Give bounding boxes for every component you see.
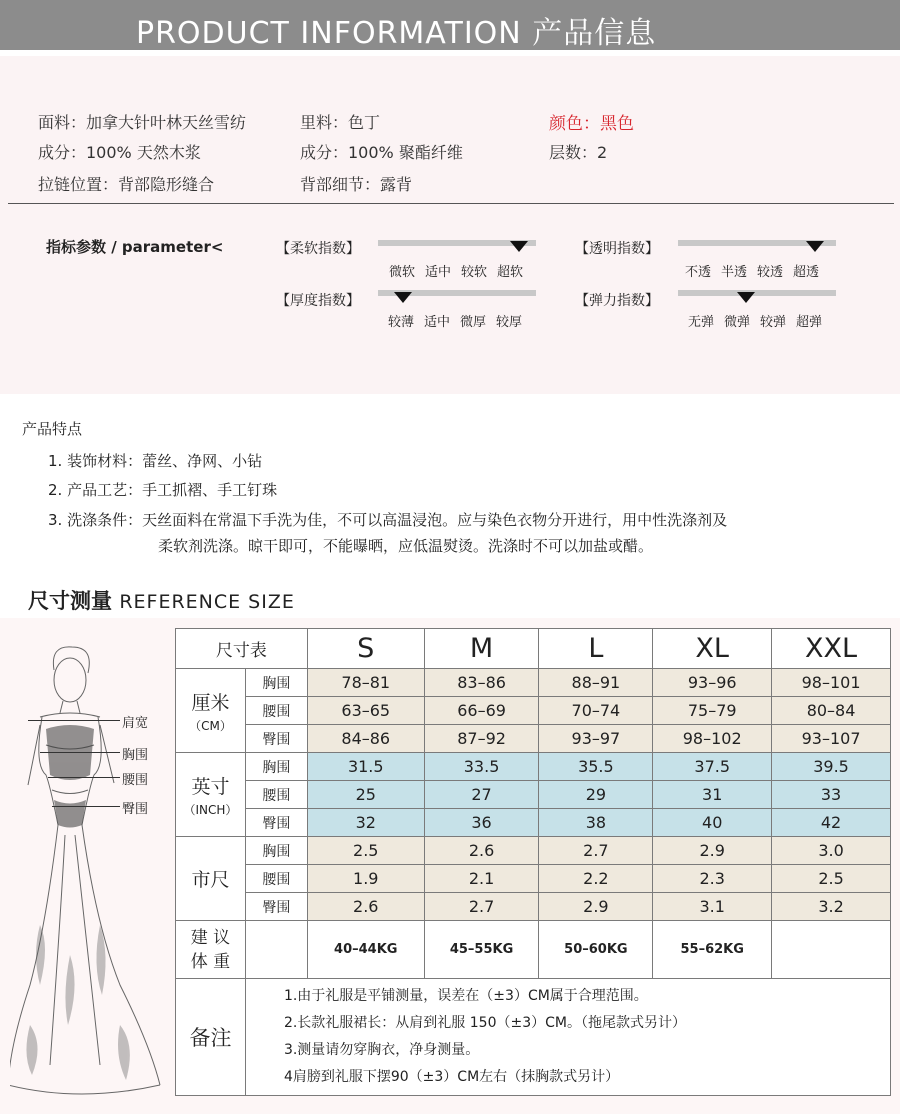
cell: 66–69 <box>424 697 539 725</box>
row-label: 胸围 <box>245 837 307 865</box>
back-detail-info: 背部细节：露背 <box>300 175 413 194</box>
cell: 38 <box>539 809 653 837</box>
cell: 31 <box>653 781 772 809</box>
hip-line <box>52 806 120 807</box>
table-row <box>176 725 891 753</box>
cell: 93–107 <box>772 725 891 753</box>
feature-item: 1. 装饰材料：蕾丝、净网、小钻 <box>48 452 263 470</box>
lining-composition-info: 成分：100% 聚酯纤维 <box>300 143 463 162</box>
shoulder-label: 肩宽 <box>122 716 149 731</box>
elasticity-ticks <box>688 311 832 330</box>
transparency-marker-icon <box>806 241 824 252</box>
zipper-info: 拉链位置：背部隐形缝合 <box>38 175 215 194</box>
cell: 3.0 <box>772 837 891 865</box>
hip-label: 臀围 <box>122 802 149 817</box>
cell: 35.5 <box>539 753 653 781</box>
row-label: 臀围 <box>245 725 307 753</box>
size-xxl: XXL <box>772 629 891 669</box>
cell: 3.2 <box>772 893 891 921</box>
cell: 2.2 <box>539 865 653 893</box>
elasticity-marker-icon <box>737 292 755 303</box>
note-line: 2.长款礼服裙长：从肩到礼服 150（±3）CM。（拖尾款式另计） <box>283 1015 686 1031</box>
cell: 40 <box>653 809 772 837</box>
transparency-tick: 半透 <box>721 265 748 280</box>
table-row <box>176 781 891 809</box>
softness-label: 【柔软指数】 <box>276 241 360 257</box>
cell: 36 <box>424 809 539 837</box>
thickness-tick: 微厚 <box>460 315 487 330</box>
dress-figure-illustration <box>10 625 170 1105</box>
thickness-marker-icon <box>394 292 412 303</box>
note-line: 3.测量请勿穿胸衣，净身测量。 <box>283 1042 480 1058</box>
elasticity-scale <box>678 290 836 296</box>
inch-label: 英寸 <box>191 775 230 798</box>
size-m: M <box>424 629 539 669</box>
features-title: 产品特点 <box>22 420 83 438</box>
cell: 27 <box>424 781 539 809</box>
size-title-cn: 尺寸测量 <box>28 589 112 613</box>
inch-sub-label: （INCH） <box>183 802 238 817</box>
table-header-label: 尺寸表 <box>176 629 308 669</box>
cell: 2.1 <box>424 865 539 893</box>
weight-cell: 55–62KG <box>653 921 772 979</box>
softness-tick: 微软 <box>389 265 416 280</box>
transparency-tick: 不透 <box>685 265 712 280</box>
lining-info: 里料：色丁 <box>300 113 381 132</box>
table-row <box>176 669 891 697</box>
transparency-ticks <box>685 261 829 280</box>
fabric-info: 面料：加拿大针叶林天丝雪纺 <box>38 113 247 132</box>
cell: 83–86 <box>424 669 539 697</box>
color-info: 颜色：黑色 <box>549 114 634 134</box>
feature-item-continued: 柔软剂洗涤。晾干即可，不能曝晒，应低温熨烫。洗涤时不可以加盐或醋。 <box>158 537 654 555</box>
cell: 93–96 <box>653 669 772 697</box>
cell: 33 <box>772 781 891 809</box>
shichi-group-label: 市尺 <box>176 837 246 921</box>
elasticity-tick: 超弹 <box>796 315 823 330</box>
cell: 88–91 <box>539 669 653 697</box>
inch-group-label <box>176 753 246 837</box>
row-label: 腰围 <box>245 865 307 893</box>
row-label: 胸围 <box>245 753 307 781</box>
page-title: PRODUCT INFORMATION 产品信息 <box>136 16 657 51</box>
row-label: 胸围 <box>245 669 307 697</box>
note-line: 1.由于礼服是平铺测量，误差在（±3）CM属于合理范围。 <box>283 988 648 1004</box>
softness-tick: 适中 <box>425 265 452 280</box>
transparency-tick: 较透 <box>757 265 784 280</box>
cm-sub-label: （CM） <box>189 718 232 733</box>
elasticity-tick: 较弹 <box>760 315 787 330</box>
cell: 2.9 <box>653 837 772 865</box>
softness-tick: 较软 <box>461 265 488 280</box>
cell: 98–101 <box>772 669 891 697</box>
thickness-tick: 适中 <box>424 315 451 330</box>
softness-marker-icon <box>510 241 528 252</box>
weight-cell: 40–44KG <box>307 921 424 979</box>
row-label: 臀围 <box>245 893 307 921</box>
weight-empty-cell <box>245 921 307 979</box>
cell: 2.5 <box>307 837 424 865</box>
notes-content <box>245 979 890 1096</box>
row-label: 腰围 <box>245 781 307 809</box>
cell: 84–86 <box>307 725 424 753</box>
cell: 78–81 <box>307 669 424 697</box>
section-divider <box>8 203 894 204</box>
weight-label <box>176 921 246 979</box>
notes-label: 备注 <box>176 979 246 1096</box>
transparency-tick: 超透 <box>793 265 820 280</box>
size-s: S <box>307 629 424 669</box>
cm-label: 厘米 <box>191 691 230 714</box>
transparency-label: 【透明指数】 <box>575 241 659 257</box>
weight-cell: 45–55KG <box>424 921 539 979</box>
table-row <box>176 837 891 865</box>
cell: 2.5 <box>772 865 891 893</box>
weight-cell <box>772 921 891 979</box>
chest-label: 胸围 <box>122 748 149 763</box>
size-section-title <box>28 585 295 615</box>
cell: 39.5 <box>772 753 891 781</box>
size-header-row <box>176 629 891 669</box>
row-label: 腰围 <box>245 697 307 725</box>
cell: 25 <box>307 781 424 809</box>
cell: 3.1 <box>653 893 772 921</box>
notes-row <box>176 979 891 1096</box>
composition-info: 成分：100% 天然木浆 <box>38 143 201 162</box>
cell: 42 <box>772 809 891 837</box>
weight-row <box>176 921 891 979</box>
table-row <box>176 865 891 893</box>
cell: 1.9 <box>307 865 424 893</box>
cell: 29 <box>539 781 653 809</box>
weight-label-line: 体 重 <box>190 951 231 972</box>
elasticity-label: 【弹力指数】 <box>575 293 659 309</box>
shoulder-line <box>28 720 120 721</box>
cell: 75–79 <box>653 697 772 725</box>
thickness-tick: 较厚 <box>496 315 523 330</box>
size-title-en: REFERENCE SIZE <box>119 591 295 613</box>
cell: 32 <box>307 809 424 837</box>
cell: 93–97 <box>539 725 653 753</box>
cell: 87–92 <box>424 725 539 753</box>
elasticity-tick: 微弹 <box>724 315 751 330</box>
chest-line <box>40 752 120 753</box>
cell: 63–65 <box>307 697 424 725</box>
thickness-ticks <box>388 311 532 330</box>
weight-label-line: 建 议 <box>190 927 231 948</box>
waist-label: 腰围 <box>122 773 149 788</box>
cell: 2.3 <box>653 865 772 893</box>
size-table <box>175 628 891 1096</box>
feature-item: 3. 洗涤条件：天丝面料在常温下手洗为佳，不可以高温浸泡。应与染色衣物分开进行，用中性洗涤剂及 <box>48 511 728 529</box>
thickness-label: 【厚度指数】 <box>276 293 360 309</box>
feature-item: 2. 产品工艺：手工抓褶、手工钉珠 <box>48 481 278 499</box>
cell: 37.5 <box>653 753 772 781</box>
elasticity-tick: 无弹 <box>688 315 715 330</box>
size-l: L <box>539 629 653 669</box>
cell: 70–74 <box>539 697 653 725</box>
cell: 2.6 <box>307 893 424 921</box>
row-label: 臀围 <box>245 809 307 837</box>
weight-cell: 50–60KG <box>539 921 653 979</box>
cell: 31.5 <box>307 753 424 781</box>
layers-info: 层数：2 <box>549 143 608 162</box>
thickness-tick: 较薄 <box>388 315 415 330</box>
cm-group-label <box>176 669 246 753</box>
table-row <box>176 697 891 725</box>
table-row <box>176 893 891 921</box>
cell: 98–102 <box>653 725 772 753</box>
cell: 80–84 <box>772 697 891 725</box>
cell: 2.9 <box>539 893 653 921</box>
softness-tick: 超软 <box>497 265 524 280</box>
parameter-title: 指标参数 / parameter< <box>46 238 224 256</box>
size-xl: XL <box>653 629 772 669</box>
cell: 33.5 <box>424 753 539 781</box>
cell: 2.7 <box>539 837 653 865</box>
softness-ticks <box>389 261 533 280</box>
header-bar <box>0 0 900 50</box>
cell: 2.6 <box>424 837 539 865</box>
note-line: 4肩膀到礼服下摆90（±3）CM左右（抹胸款式另计） <box>283 1069 620 1085</box>
table-row <box>176 753 891 781</box>
table-row <box>176 809 891 837</box>
waist-line <box>48 777 120 778</box>
cell: 2.7 <box>424 893 539 921</box>
info-section <box>0 56 900 394</box>
